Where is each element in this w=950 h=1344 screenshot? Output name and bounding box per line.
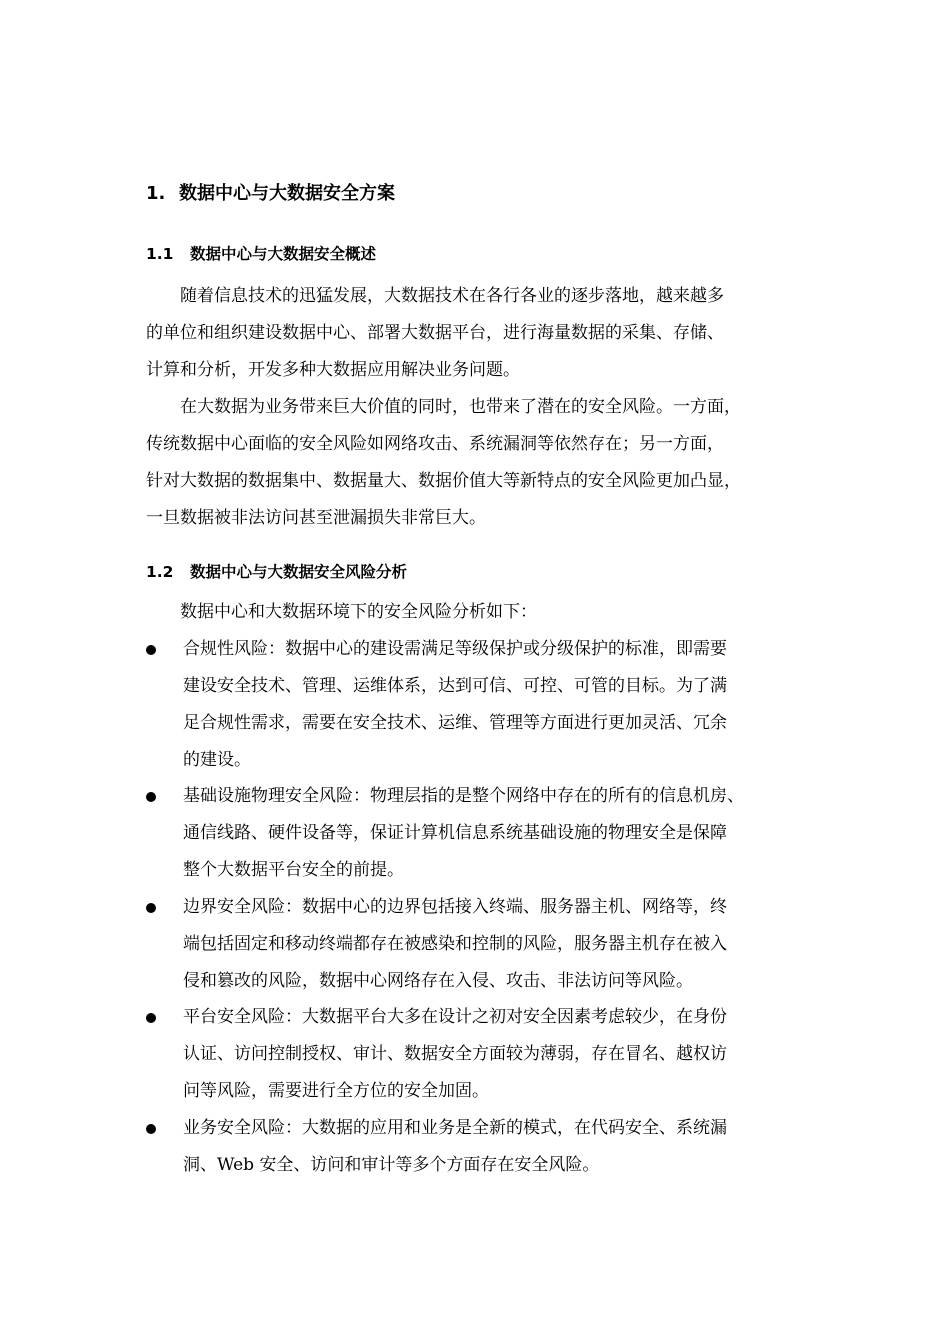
paragraph-line: 的单位和组织建设数据中心、部署大数据平台，进行海量数据的采集、存储、 xyxy=(146,323,724,343)
section-number: 1. xyxy=(146,183,166,204)
bullet-line: 洞、Web 安全、访问和审计等多个方面存在安全风险。 xyxy=(183,1155,600,1175)
paragraph-line: 一旦数据被非法访问甚至泄漏损失非常巨大。 xyxy=(146,508,486,528)
bullet-icon xyxy=(146,1124,156,1134)
subsection-heading-1-2 xyxy=(146,560,407,584)
bullet-line: 整个大数据平台安全的前提。 xyxy=(183,860,404,880)
section-heading xyxy=(146,181,395,207)
subsection-number: 1.2 xyxy=(146,563,174,581)
paragraph-overview-1 xyxy=(146,278,816,389)
subsection-title: 数据中心与大数据安全概述 xyxy=(190,245,377,263)
bullet-line: 端包括固定和移动终端都存在被感染和控制的风险，服务器主机存在被入 xyxy=(183,934,727,954)
bullet-line: 问等风险，需要进行全方位的安全加固。 xyxy=(183,1081,489,1101)
bullet-icon xyxy=(146,903,156,913)
bullet-icon xyxy=(146,1013,156,1023)
paragraph-line: 针对大数据的数据集中、数据量大、数据价值大等新特点的安全风险更加凸显， xyxy=(146,471,741,491)
paragraph-line: 数据中心和大数据环境下的安全风险分析如下： xyxy=(180,602,537,622)
section-title: 数据中心与大数据安全方案 xyxy=(179,183,395,204)
bullet-line: 基础设施物理安全风险：物理层指的是整个网络中存在的所有的信息机房、 xyxy=(183,786,744,806)
paragraph-overview-2 xyxy=(146,389,816,537)
bullet-line: 的建设。 xyxy=(183,750,251,770)
subsection-number: 1.1 xyxy=(146,245,174,263)
paragraph-risk-intro xyxy=(146,594,816,631)
paragraph-line: 计算和分析，开发多种大数据应用解决业务问题。 xyxy=(146,360,520,380)
bullet-line: 合规性风险：数据中心的建设需满足等级保护或分级保护的标准，即需要 xyxy=(183,639,727,659)
bullet-icon xyxy=(146,645,156,655)
bullet-line: 业务安全风险：大数据的应用和业务是全新的模式，在代码安全、系统漏 xyxy=(183,1118,727,1138)
bullet-line: 认证、访问控制授权、审计、数据安全方面较为薄弱，存在冒名、越权访 xyxy=(183,1044,727,1064)
bullet-line: 通信线路、硬件设备等，保证计算机信息系统基础设施的物理安全是保障 xyxy=(183,823,727,843)
subsection-title: 数据中心与大数据安全风险分析 xyxy=(190,563,408,581)
bullet-line: 边界安全风险：数据中心的边界包括接入终端、服务器主机、网络等，终 xyxy=(183,897,727,917)
bullet-line: 足合规性需求，需要在安全技术、运维、管理等方面进行更加灵活、冗余 xyxy=(183,713,727,733)
bullet-line: 平台安全风险：大数据平台大多在设计之初对安全因素考虑较少，在身份 xyxy=(183,1007,727,1027)
subsection-heading-1-1 xyxy=(146,242,376,266)
bullet-line: 侵和篡改的风险，数据中心网络存在入侵、攻击、非法访问等风险。 xyxy=(183,971,693,991)
paragraph-line: 传统数据中心面临的安全风险如网络攻击、系统漏洞等依然存在；另一方面， xyxy=(146,434,724,454)
paragraph-line: 随着信息技术的迅猛发展，大数据技术在各行各业的逐步落地，越来越多 xyxy=(180,286,724,306)
bullet-line: 建设安全技术、管理、运维体系，达到可信、可控、可管的目标。为了满 xyxy=(183,676,727,696)
paragraph-line: 在大数据为业务带来巨大价值的同时，也带来了潜在的安全风险。一方面， xyxy=(180,397,741,417)
bullet-icon xyxy=(146,792,156,802)
